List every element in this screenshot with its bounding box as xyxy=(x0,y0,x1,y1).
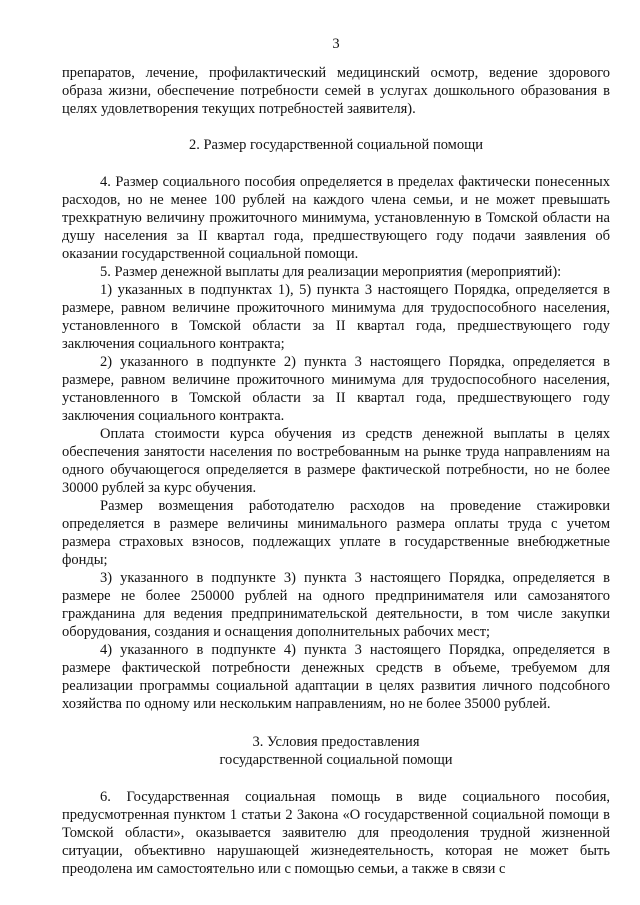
document-body xyxy=(62,64,610,878)
paragraph-5-item-2: 2) указанного в подпункте 2) пункта 3 настоящего Порядка, определяется в размере, равном величине прожиточного минимума для трудоспособного населения, установленного в Томской области за II квартал года, предшествующего году заключения социального контракта. xyxy=(62,354,610,424)
section-2-heading: 2. Размер государственной социальной помощи xyxy=(188,137,484,153)
paragraph-5-item-3: 3) указанного в подпункте 3) пункта 3 настоящего Порядка, определяется в размере не более 250000 рублей на одного предпринимателя или самозанятого гражданина для ведения предпринимательской деятельности, в том числе закупки оборудования, создания и оснащения дополнительных рабочих мест; xyxy=(62,570,610,640)
section-3-heading-line-2: государственной социальной помощи xyxy=(219,752,453,768)
intro-paragraph: препаратов, лечение, профилактический медицинский осмотр, ведение здорового образа жизни, обеспечение потребности семей в услугах дошкольного образования в целях удовлетворения текущих потребностей заявителя). xyxy=(62,65,610,117)
paragraph-4: 4. Размер социального пособия определяется в пределах фактически понесенных расходов, но не менее 100 рублей на каждого члена семьи, и не может превышать трехкратную величину прожиточного минимума, установленную в Томской области на душу населения за II квартал года, предшествующего году подачи заявления об оказании государственной социальной помощи. xyxy=(62,174,610,262)
paragraph-5-item-4: 4) указанного в подпункте 4) пункта 3 настоящего Порядка, определяется в размере фактической потребности денежных средств в объеме, требуемом для реализации программы социальной адаптации в целях развития личного подсобного хозяйства по одному или нескольким направлениям, но не более 35000 рублей. xyxy=(62,642,610,712)
document-page xyxy=(62,0,610,905)
paragraph-5-item-1: 1) указанных в подпунктах 1), 5) пункта 3 настоящего Порядка, определяется в размере, равном величине прожиточного минимума для трудоспособного населения, установленного в Томской области за II квартал года, предшествующего году заключения социального контракта; xyxy=(62,282,610,352)
paragraph-5: 5. Размер денежной выплаты для реализации мероприятия (мероприятий): xyxy=(100,264,562,280)
internship-paragraph: Размер возмещения работодателю расходов на проведение стажировки определяется в размере величины минимального размера оплаты труда с учетом размера страховых взносов, подлежащих уплате в государственные внебюджетные фонды; xyxy=(62,498,610,568)
paragraph-6: 6. Государственная социальная помощь в виде социального пособия, предусмотренная пунктом 1 статьи 2 Закона «О государственной социальной помощи в Томской области», оказывается заявителю для преодоления трудной жизненной ситуации, объективно нарушающей жизнедеятельность, которая не может быть преодолена им самостоятельно или с помощью семьи, а также в связи с xyxy=(62,789,610,877)
training-paragraph: Оплата стоимости курса обучения из средств денежной выплаты в целях обеспечения занятости населения по востребованным на рынке труда направлениям на одного обучающегося определяется в размере фактической потребности, но не более 30000 рублей за курс обучения. xyxy=(62,426,610,496)
page-number: 3 xyxy=(332,36,340,52)
section-3-heading xyxy=(62,733,610,769)
section-3-heading-line-1: 3. Условия предоставления xyxy=(252,734,420,750)
